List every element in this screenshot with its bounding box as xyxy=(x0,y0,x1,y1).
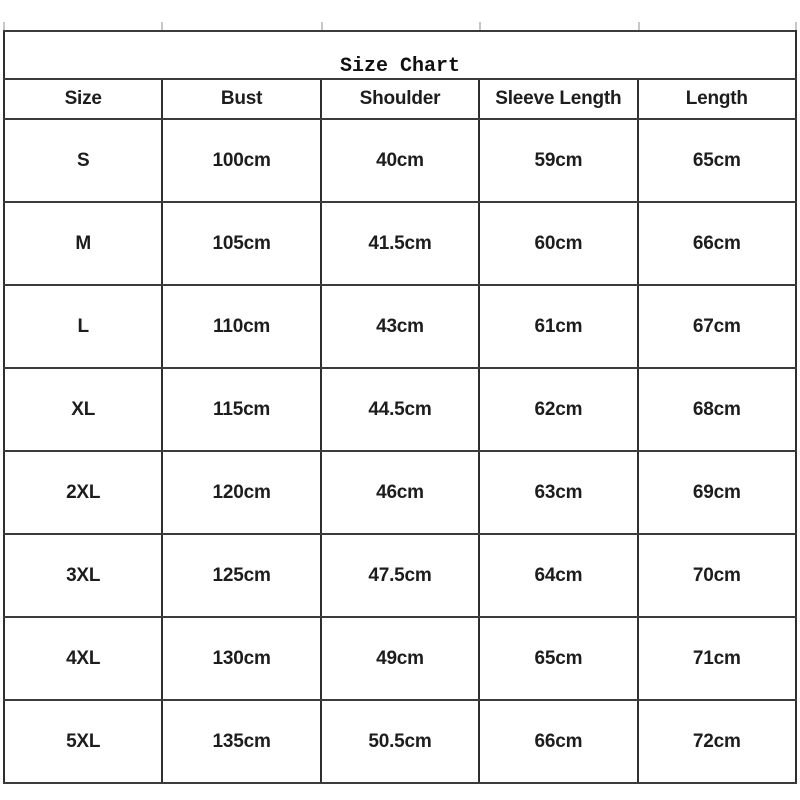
size-label-cell: 5XL xyxy=(4,700,162,783)
table-top-tick xyxy=(3,22,5,30)
table-row xyxy=(4,451,796,534)
size-label-cell: 3XL xyxy=(4,534,162,617)
table-row xyxy=(4,202,796,285)
measurement-cell: 70cm xyxy=(638,534,796,617)
size-chart-table-container xyxy=(3,30,797,784)
measurement-cell: 115cm xyxy=(162,368,320,451)
measurement-cell: 66cm xyxy=(479,700,637,783)
measurement-cell: 120cm xyxy=(162,451,320,534)
table-row xyxy=(4,700,796,783)
table-top-tick xyxy=(479,22,481,30)
measurement-cell: 110cm xyxy=(162,285,320,368)
measurement-cell: 72cm xyxy=(638,700,796,783)
measurement-cell: 68cm xyxy=(638,368,796,451)
measurement-cell: 62cm xyxy=(479,368,637,451)
measurement-cell: 50.5cm xyxy=(321,700,479,783)
measurement-cell: 69cm xyxy=(638,451,796,534)
measurement-cell: 49cm xyxy=(321,617,479,700)
measurement-cell: 43cm xyxy=(321,285,479,368)
measurement-cell: 105cm xyxy=(162,202,320,285)
measurement-cell: 47.5cm xyxy=(321,534,479,617)
measurement-cell: 46cm xyxy=(321,451,479,534)
table-top-tick xyxy=(795,22,797,30)
measurement-cell: 67cm xyxy=(638,285,796,368)
table-row xyxy=(4,119,796,202)
table-row xyxy=(4,534,796,617)
title-row xyxy=(4,31,796,79)
size-label-cell: XL xyxy=(4,368,162,451)
measurement-cell: 130cm xyxy=(162,617,320,700)
measurement-cell: 40cm xyxy=(321,119,479,202)
table-top-tick xyxy=(321,22,323,30)
table-top-tick xyxy=(161,22,163,30)
measurement-cell: 100cm xyxy=(162,119,320,202)
table-row xyxy=(4,617,796,700)
size-label-cell: M xyxy=(4,202,162,285)
column-header-row xyxy=(4,79,796,119)
size-table-body xyxy=(4,119,796,783)
measurement-cell: 61cm xyxy=(479,285,637,368)
measurement-cell: 66cm xyxy=(638,202,796,285)
measurement-cell: 59cm xyxy=(479,119,637,202)
measurement-cell: 125cm xyxy=(162,534,320,617)
measurement-cell: 64cm xyxy=(479,534,637,617)
size-label-cell: 4XL xyxy=(4,617,162,700)
measurement-cell: 65cm xyxy=(638,119,796,202)
size-label-cell: S xyxy=(4,119,162,202)
table-row xyxy=(4,285,796,368)
size-chart-title: Size Chart xyxy=(4,31,796,79)
measurement-cell: 135cm xyxy=(162,700,320,783)
measurement-cell: 65cm xyxy=(479,617,637,700)
table-top-tick xyxy=(638,22,640,30)
measurement-cell: 41.5cm xyxy=(321,202,479,285)
column-header-size: Size xyxy=(4,79,162,119)
table-row xyxy=(4,368,796,451)
size-chart-head xyxy=(4,31,796,119)
measurement-cell: 71cm xyxy=(638,617,796,700)
column-header-bust: Bust xyxy=(162,79,320,119)
size-chart-table xyxy=(3,30,797,784)
size-label-cell: L xyxy=(4,285,162,368)
size-label-cell: 2XL xyxy=(4,451,162,534)
column-header-length: Length xyxy=(638,79,796,119)
measurement-cell: 60cm xyxy=(479,202,637,285)
column-header-shoulder: Shoulder xyxy=(321,79,479,119)
measurement-cell: 44.5cm xyxy=(321,368,479,451)
column-header-sleeve-length: Sleeve Length xyxy=(479,79,637,119)
measurement-cell: 63cm xyxy=(479,451,637,534)
